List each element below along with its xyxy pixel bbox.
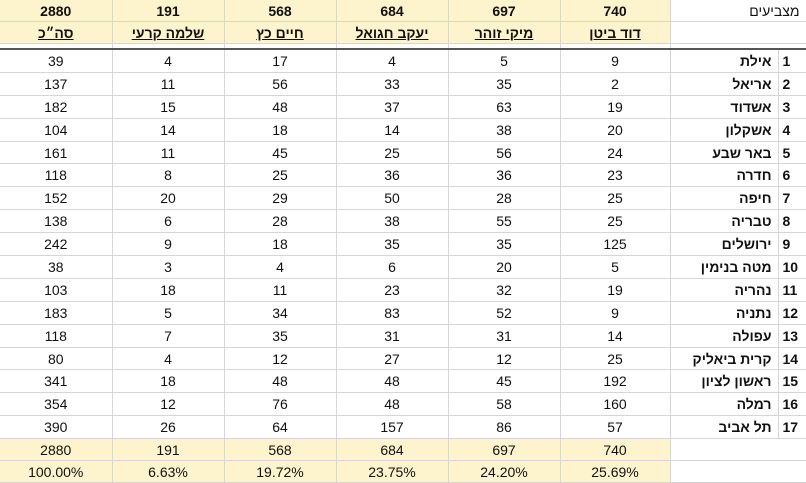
vote-cell[interactable]: 37 xyxy=(336,95,448,118)
vote-cell[interactable]: 192 xyxy=(560,370,670,393)
footer-total-cell[interactable]: 191 xyxy=(112,439,224,461)
candidate-name: דוד ביטן xyxy=(589,24,641,41)
vote-cell[interactable]: 12 xyxy=(112,393,224,416)
vote-cell[interactable]: 56 xyxy=(448,141,560,164)
vote-cell[interactable]: 48 xyxy=(224,95,336,118)
vote-cell[interactable]: 6 xyxy=(112,210,224,233)
vote-cell[interactable]: 76 xyxy=(224,393,336,416)
candidate-name: חיים כץ xyxy=(256,24,304,41)
vote-cell[interactable]: 20 xyxy=(112,187,224,210)
table-row xyxy=(0,72,806,95)
vote-cell[interactable]: 28 xyxy=(224,210,336,233)
vote-cell[interactable]: 157 xyxy=(336,416,448,439)
vote-cell[interactable]: 23 xyxy=(336,278,448,301)
vote-cell[interactable]: 38 xyxy=(336,210,448,233)
footer-total-cell[interactable]: 568 xyxy=(224,439,336,461)
vote-cell[interactable]: 23 xyxy=(560,164,670,187)
city-cell[interactable]: תל אביב xyxy=(670,416,778,439)
candidate-name: סה״כ xyxy=(37,24,74,41)
vote-cell[interactable]: 118 xyxy=(0,324,112,347)
vote-cell[interactable]: 86 xyxy=(448,416,560,439)
candidate-names-row xyxy=(0,22,806,44)
vote-cell[interactable]: 103 xyxy=(0,278,112,301)
city-cell[interactable]: ירושלים xyxy=(670,233,778,256)
vote-cell[interactable]: 80 xyxy=(0,347,112,370)
vote-cell[interactable]: 5 xyxy=(560,256,670,279)
table-row xyxy=(0,256,806,279)
vote-cell[interactable]: 152 xyxy=(0,187,112,210)
total-cell[interactable]: 191 xyxy=(112,0,224,22)
vote-cell[interactable]: 20 xyxy=(448,256,560,279)
row-number-cell[interactable]: 12 xyxy=(778,301,806,324)
vote-cell[interactable]: 4 xyxy=(336,49,448,72)
vote-cell[interactable]: 17 xyxy=(224,49,336,72)
vote-cell[interactable]: 6 xyxy=(336,256,448,279)
vote-cell[interactable]: 137 xyxy=(0,72,112,95)
vote-cell[interactable]: 36 xyxy=(336,164,448,187)
vote-cell[interactable]: 25 xyxy=(560,210,670,233)
vote-cell[interactable]: 52 xyxy=(448,301,560,324)
vote-cell[interactable]: 138 xyxy=(0,210,112,233)
vote-cell[interactable]: 7 xyxy=(112,324,224,347)
candidate-name: יעקב חגואל xyxy=(355,24,429,41)
vote-cell[interactable]: 18 xyxy=(112,370,224,393)
vote-cell[interactable]: 48 xyxy=(336,393,448,416)
table-row xyxy=(0,370,806,393)
vote-cell[interactable]: 34 xyxy=(224,301,336,324)
vote-cell[interactable]: 5 xyxy=(112,301,224,324)
city-cell[interactable]: רמלה xyxy=(670,393,778,416)
vote-cell[interactable]: 33 xyxy=(336,72,448,95)
vote-cell[interactable]: 14 xyxy=(560,324,670,347)
footer-percent-cell[interactable]: 25.69% xyxy=(560,461,670,483)
footer-percent-row xyxy=(0,461,806,483)
table-row xyxy=(0,347,806,370)
table-row xyxy=(0,233,806,256)
vote-cell[interactable]: 160 xyxy=(560,393,670,416)
city-cell[interactable]: אילת xyxy=(670,49,778,72)
vote-cell[interactable]: 118 xyxy=(0,164,112,187)
candidate-header[interactable] xyxy=(560,22,670,44)
footer-total-cell[interactable]: 740 xyxy=(560,439,670,461)
vote-cell[interactable]: 56 xyxy=(224,72,336,95)
vote-cell[interactable]: 39 xyxy=(0,49,112,72)
city-cell[interactable]: טבריה xyxy=(670,210,778,233)
total-cell[interactable]: 740 xyxy=(560,0,670,22)
vote-cell[interactable]: 58 xyxy=(448,393,560,416)
vote-cell[interactable]: 12 xyxy=(448,347,560,370)
row-number-cell[interactable]: 6 xyxy=(778,164,806,187)
vote-cell[interactable]: 341 xyxy=(0,370,112,393)
vote-cell[interactable]: 354 xyxy=(0,393,112,416)
city-cell[interactable]: עפולה xyxy=(670,324,778,347)
vote-cell[interactable]: 25 xyxy=(560,347,670,370)
vote-cell[interactable]: 29 xyxy=(224,187,336,210)
vote-cell[interactable]: 4 xyxy=(112,49,224,72)
city-cell[interactable]: חיפה xyxy=(670,187,778,210)
vote-cell[interactable]: 83 xyxy=(336,301,448,324)
vote-cell[interactable]: 50 xyxy=(336,187,448,210)
city-cell[interactable]: אריאל xyxy=(670,72,778,95)
vote-cell[interactable]: 45 xyxy=(448,370,560,393)
vote-cell[interactable]: 18 xyxy=(112,278,224,301)
city-cell[interactable]: אשקלון xyxy=(670,118,778,141)
table-row xyxy=(0,141,806,164)
row-number-cell[interactable]: 7 xyxy=(778,187,806,210)
vote-cell[interactable]: 48 xyxy=(336,370,448,393)
vote-cell[interactable]: 35 xyxy=(448,72,560,95)
table-row xyxy=(0,301,806,324)
vote-cell[interactable]: 8 xyxy=(112,164,224,187)
row-number-cell[interactable]: 16 xyxy=(778,393,806,416)
city-cell[interactable]: ראשון לציון xyxy=(670,370,778,393)
city-cell[interactable]: קרית ביאליק xyxy=(670,347,778,370)
row-number-cell[interactable]: 9 xyxy=(778,233,806,256)
vote-cell[interactable]: 32 xyxy=(448,278,560,301)
empty-cell[interactable] xyxy=(670,22,806,44)
table-row xyxy=(0,187,806,210)
empty-cell[interactable] xyxy=(670,439,806,461)
row-number-cell[interactable]: 8 xyxy=(778,210,806,233)
vote-cell[interactable]: 31 xyxy=(336,324,448,347)
vote-cell[interactable]: 27 xyxy=(336,347,448,370)
vote-cell[interactable]: 20 xyxy=(560,118,670,141)
row-number-cell[interactable]: 15 xyxy=(778,370,806,393)
vote-cell[interactable]: 19 xyxy=(560,95,670,118)
vote-cell[interactable]: 36 xyxy=(448,164,560,187)
table-row xyxy=(0,95,806,118)
city-cell[interactable]: נהריה xyxy=(670,278,778,301)
row-number-cell[interactable]: 10 xyxy=(778,256,806,279)
candidate-name: שלמה קרעי xyxy=(131,24,205,41)
city-cell[interactable]: אשדוד xyxy=(670,95,778,118)
vote-cell[interactable]: 2 xyxy=(560,72,670,95)
row-number-cell[interactable]: 17 xyxy=(778,416,806,439)
footer-percent-cell[interactable]: 6.63% xyxy=(112,461,224,483)
vote-cell[interactable]: 45 xyxy=(224,141,336,164)
table-row xyxy=(0,393,806,416)
vote-cell[interactable]: 28 xyxy=(448,187,560,210)
total-cell[interactable]: 568 xyxy=(224,0,336,22)
footer-percent-cell[interactable]: 24.20% xyxy=(448,461,560,483)
city-cell[interactable]: מטה בנימין xyxy=(670,256,778,279)
header-totals-row xyxy=(0,0,806,22)
table-row xyxy=(0,324,806,347)
empty-cell[interactable] xyxy=(670,461,806,483)
vote-cell[interactable]: 63 xyxy=(448,95,560,118)
vote-cell[interactable]: 25 xyxy=(560,187,670,210)
footer-totals-row xyxy=(0,439,806,461)
row-number-cell[interactable]: 3 xyxy=(778,95,806,118)
vote-cell[interactable]: 18 xyxy=(224,233,336,256)
vote-cell[interactable]: 9 xyxy=(112,233,224,256)
vote-cell[interactable]: 183 xyxy=(0,301,112,324)
table-row xyxy=(0,49,806,72)
row-number-cell[interactable]: 13 xyxy=(778,324,806,347)
vote-cell[interactable]: 55 xyxy=(448,210,560,233)
row-number-cell[interactable]: 5 xyxy=(778,141,806,164)
vote-cell[interactable]: 35 xyxy=(224,324,336,347)
vote-cell[interactable]: 11 xyxy=(112,72,224,95)
vote-cell[interactable]: 57 xyxy=(560,416,670,439)
candidate-header[interactable] xyxy=(336,22,448,44)
row-number-cell[interactable]: 2 xyxy=(778,72,806,95)
vote-cell[interactable]: 25 xyxy=(224,164,336,187)
vote-cell[interactable]: 11 xyxy=(224,278,336,301)
table-row xyxy=(0,210,806,233)
vote-cell[interactable]: 5 xyxy=(448,49,560,72)
vote-cell[interactable]: 4 xyxy=(112,347,224,370)
city-cell[interactable]: באר שבע xyxy=(670,141,778,164)
vote-cell[interactable]: 14 xyxy=(336,118,448,141)
vote-cell[interactable]: 14 xyxy=(112,118,224,141)
total-cell[interactable]: 2880 xyxy=(0,0,112,22)
city-cell[interactable]: נתניה xyxy=(670,301,778,324)
row-number-cell[interactable]: 4 xyxy=(778,118,806,141)
vote-cell[interactable]: 48 xyxy=(224,370,336,393)
total-cell[interactable]: 697 xyxy=(448,0,560,22)
footer-total-cell[interactable]: 684 xyxy=(336,439,448,461)
vote-cell[interactable]: 38 xyxy=(448,118,560,141)
voters-label[interactable]: מצביעים xyxy=(670,0,806,22)
vote-cell[interactable]: 26 xyxy=(112,416,224,439)
row-number-cell[interactable]: 14 xyxy=(778,347,806,370)
total-cell[interactable]: 684 xyxy=(336,0,448,22)
vote-cell[interactable]: 64 xyxy=(224,416,336,439)
table-row xyxy=(0,164,806,187)
city-cell[interactable]: חדרה xyxy=(670,164,778,187)
vote-cell[interactable]: 9 xyxy=(560,49,670,72)
vote-cell[interactable]: 18 xyxy=(224,118,336,141)
footer-percent-cell[interactable]: 19.72% xyxy=(224,461,336,483)
vote-cell[interactable]: 25 xyxy=(336,141,448,164)
candidate-header[interactable] xyxy=(0,22,112,44)
vote-cell[interactable]: 11 xyxy=(112,141,224,164)
vote-cell[interactable]: 3 xyxy=(112,256,224,279)
footer-percent-cell[interactable]: 100.00% xyxy=(0,461,112,483)
vote-cell[interactable]: 4 xyxy=(224,256,336,279)
row-number-cell[interactable]: 1 xyxy=(778,49,806,72)
vote-cell[interactable]: 24 xyxy=(560,141,670,164)
vote-cell[interactable]: 31 xyxy=(448,324,560,347)
footer-total-cell[interactable]: 2880 xyxy=(0,439,112,461)
vote-cell[interactable]: 12 xyxy=(224,347,336,370)
vote-cell[interactable]: 38 xyxy=(0,256,112,279)
vote-cell[interactable]: 161 xyxy=(0,141,112,164)
footer-total-cell[interactable]: 697 xyxy=(448,439,560,461)
table-row xyxy=(0,278,806,301)
vote-cell[interactable]: 125 xyxy=(560,233,670,256)
vote-cell[interactable]: 19 xyxy=(560,278,670,301)
candidate-name: מיקי זוהר xyxy=(474,24,534,41)
candidate-header[interactable] xyxy=(112,22,224,44)
vote-cell[interactable]: 390 xyxy=(0,416,112,439)
candidate-header[interactable] xyxy=(224,22,336,44)
vote-cell[interactable]: 104 xyxy=(0,118,112,141)
vote-cell[interactable]: 9 xyxy=(560,301,670,324)
table-row xyxy=(0,416,806,439)
vote-cell[interactable]: 35 xyxy=(448,233,560,256)
row-number-cell[interactable]: 11 xyxy=(778,278,806,301)
vote-cell[interactable]: 242 xyxy=(0,233,112,256)
vote-cell[interactable]: 35 xyxy=(336,233,448,256)
vote-cell[interactable]: 15 xyxy=(112,95,224,118)
vote-cell[interactable]: 182 xyxy=(0,95,112,118)
candidate-header[interactable] xyxy=(448,22,560,44)
footer-percent-cell[interactable]: 23.75% xyxy=(336,461,448,483)
table-row xyxy=(0,118,806,141)
